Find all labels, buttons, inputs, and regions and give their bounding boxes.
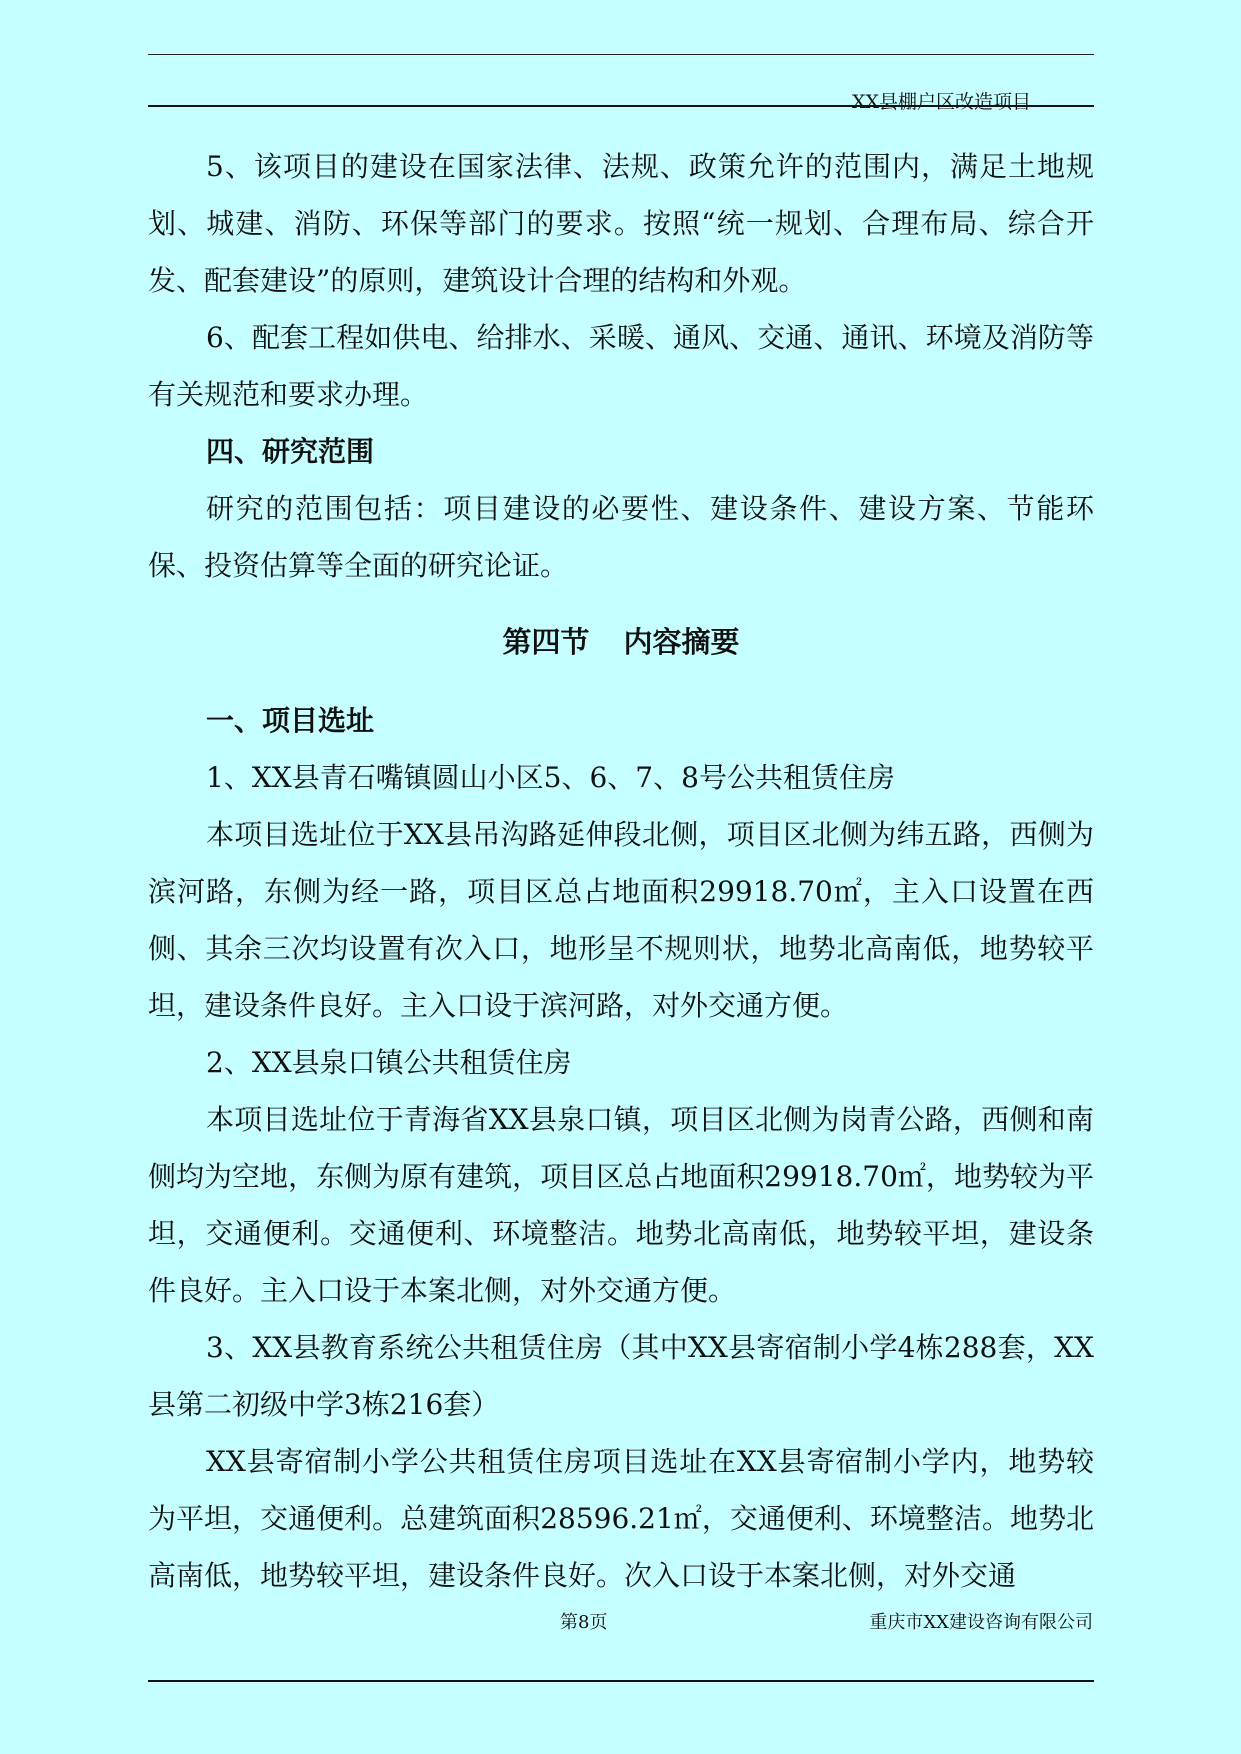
heading-research-scope: 四、研究范围: [206, 435, 375, 468]
section-title: [148, 612, 1094, 672]
paragraph-research-scope: 研究的范围包括：项目建设的必要性、建设条件、建设方案、节能环保、投资估算等全面的研究论证。: [148, 492, 1094, 582]
site-3-title: 3、XX县教育系统公共租赁住房（其中XX县寄宿制小学4栋288套，XX县第二初级中学3栋216套）: [148, 1331, 1094, 1421]
site-2-title: 2、XX县泉口镇公共租赁住房: [206, 1046, 572, 1079]
site-3-description: XX县寄宿制小学公共租赁住房项目选址在XX县寄宿制小学内，地势较为平坦，交通便利。总建筑面积28596.21㎡，交通便利、环境整洁。地势北高南低，地势较平坦，建设条件良好。次入口设于本案北侧，对外交通: [148, 1445, 1094, 1592]
footer-page-number: 第8页: [560, 1612, 608, 1633]
site-2-description: 本项目选址位于青海省XX县泉口镇，项目区北侧为岗青公路，西侧和南侧均为空地，东侧为原有建筑，项目区总占地面积29918.70㎡，地势较为平坦，交通便利。交通便利、环境整洁。地势北高南低，地势较平坦，建设条件良好。主入口设于本案北侧，对外交通方便。: [148, 1103, 1094, 1307]
header-bottom-rule: [148, 105, 1094, 107]
header-top-rule: [148, 54, 1094, 55]
paragraph-item-5: 5、该项目的建设在国家法律、法规、政策允许的范围内，满足土地规划、城建、消防、环保等部门的要求。按照“统一规划、合理布局、综合开发、配套建设”的原则，建筑设计合理的结构和外观。: [148, 150, 1094, 297]
page-body: [148, 138, 1094, 1604]
footer-company: 重庆市XX建设咨询有限公司: [869, 1612, 1093, 1633]
site-1-description: 本项目选址位于XX县吊沟路延伸段北侧，项目区北侧为纬五路，西侧为滨河路，东侧为经一路，项目区总占地面积29918.70㎡，主入口设置在西侧、其余三次均设置有次入口，地形呈不规则状，地势北高南低，地势较平坦，建设条件良好。主入口设于滨河路，对外交通方便。: [148, 818, 1094, 1022]
footer-rule: [148, 1680, 1094, 1682]
site-1-title: 1、XX县青石嘴镇圆山小区5、6、7、8号公共租赁住房: [206, 761, 895, 794]
header-title: XX县棚户区改造项目: [851, 91, 1031, 113]
paragraph-item-6: 6、配套工程如供电、给排水、采暖、通风、交通、通讯、环境及消防等有关规范和要求办理。: [148, 321, 1094, 411]
heading-project-site: 一、项目选址: [206, 704, 375, 737]
section-number: 第四节: [502, 625, 590, 659]
section-name: 内容摘要: [623, 625, 740, 659]
